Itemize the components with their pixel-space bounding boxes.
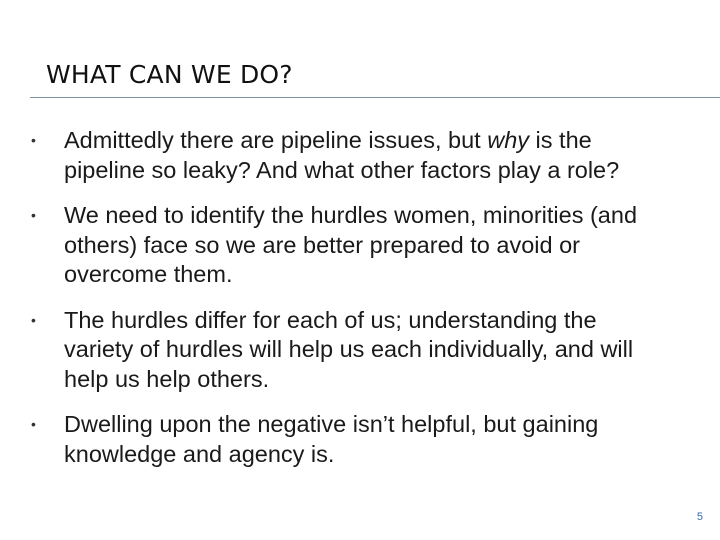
- bullet-text: The hurdles differ for each of us; understanding the variety of hurdles will help us each individually, and will help us help others.: [64, 306, 634, 392]
- bullet-text-segment: is the pipeline so leaky? And what other factors play a role?: [64, 127, 620, 183]
- bullet-list: [0, 126, 720, 469]
- emphasis-word: why: [487, 127, 530, 153]
- bullet-text-segment: Admittedly there are pipeline issues, but: [64, 127, 488, 153]
- bullet-marker-icon: •: [31, 132, 36, 148]
- bullet-marker-icon: •: [31, 416, 36, 432]
- bullet-text: We need to identify the hurdles women, minorities (and others) face so we are better prepared to avoid or overcome them.: [64, 202, 638, 287]
- title-divider: [30, 97, 720, 98]
- bullet-item-hurdles: [0, 201, 664, 290]
- bullet-item-variety: [0, 306, 664, 395]
- bullet-text: Dwelling upon the negative isn’t helpful, but gaining knowledge and agency is.: [64, 411, 599, 467]
- slide-title: WHAT CAN WE DO?: [46, 60, 293, 89]
- bullet-text: [64, 127, 619, 183]
- bullet-marker-icon: •: [31, 207, 36, 223]
- bullet-item-agency: [0, 410, 664, 469]
- page-number: 5: [696, 511, 703, 523]
- bullet-item-pipeline: [0, 126, 664, 185]
- bullet-marker-icon: •: [31, 311, 36, 328]
